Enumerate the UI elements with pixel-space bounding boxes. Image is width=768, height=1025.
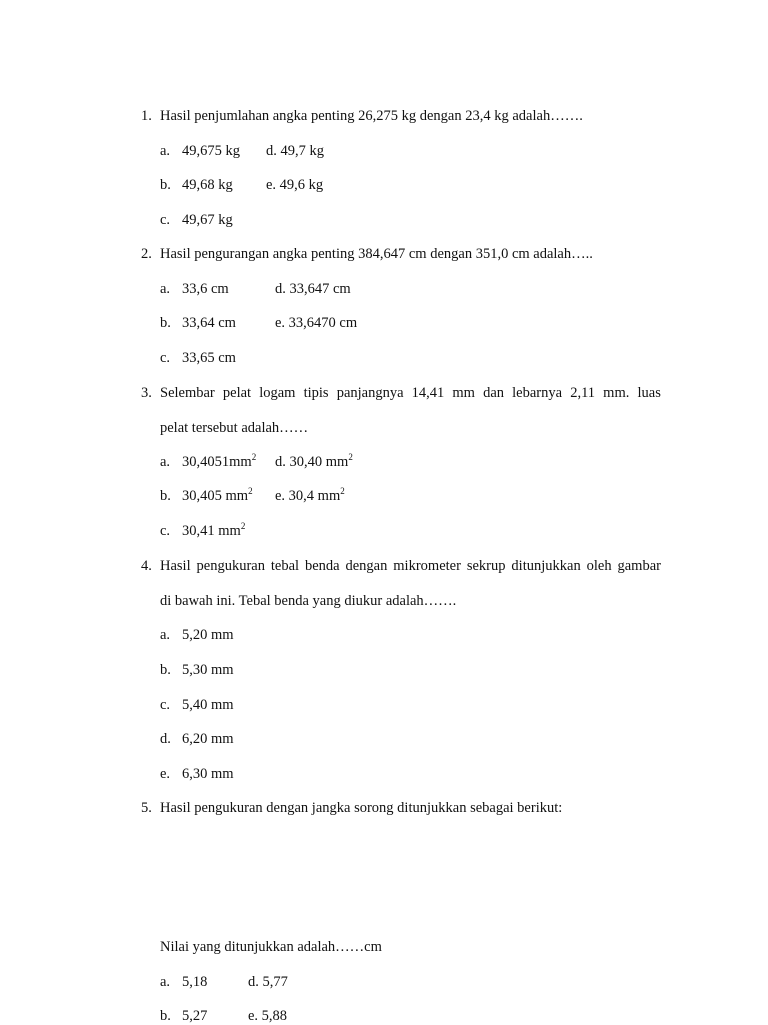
option-letter: a. (160, 627, 171, 643)
superscript: 2 (340, 486, 345, 496)
word: Selembar (160, 385, 215, 401)
option-letter: e. (160, 766, 171, 782)
question-text: Hasil pengurangan angka penting 384,647 cm dengan 351,0 cm adalah….. (160, 246, 593, 262)
word: benda (304, 558, 340, 574)
option-letter: c. (160, 523, 171, 539)
option-value: 6,20 mm (182, 731, 234, 747)
option-value: 6,30 mm (182, 766, 234, 782)
question-number: 4. (141, 558, 152, 574)
option-value: $30,4051mm^2$ (182, 452, 257, 470)
word: tipis (303, 385, 329, 401)
option-value: 33,6 cm (182, 281, 229, 297)
question-text-justified (160, 384, 661, 402)
option-letter: c. (160, 212, 171, 228)
option-letter: a. (160, 143, 171, 159)
option-letter: a. (160, 281, 171, 297)
question-text: pelat tersebut adalah…… (160, 420, 309, 436)
superscript: 2 (348, 452, 353, 462)
word: panjangnya (336, 385, 404, 401)
option-value: e. 5,88 (248, 1008, 288, 1024)
option-value: 5,40 mm (182, 697, 234, 713)
word: mikrometer (393, 558, 461, 574)
word: oleh (586, 558, 612, 574)
option-value: d. 30,40 $mm^2$ (275, 452, 353, 470)
word: luas (637, 385, 661, 401)
question-number: 2. (141, 246, 152, 262)
question-text: Hasil penjumlahan angka penting 26,275 kg dengan 23,4 kg adalah……. (160, 108, 583, 124)
option-value: e. 33,6470 cm (275, 315, 358, 331)
question-number: 5. (141, 800, 152, 816)
word: 14,41 (411, 385, 445, 401)
word: mm. (603, 385, 630, 401)
option-letter: d. (160, 731, 171, 747)
word: 2,11 (570, 385, 596, 401)
option-value: e. 30,4 $mm^2$ (275, 486, 345, 504)
word: pengukuran (196, 558, 265, 574)
word: mm (452, 385, 475, 401)
word: gambar (617, 558, 661, 574)
option-letter: b. (160, 315, 171, 331)
option-value: 33,65 cm (182, 350, 236, 366)
option-value: 49,67 kg (182, 212, 233, 228)
option-value: d. 33,647 cm (275, 281, 351, 297)
option-letter: b. (160, 177, 171, 193)
superscript: 2 (240, 521, 246, 531)
word: pelat (222, 385, 252, 401)
question-text: Hasil pengukuran dengan jangka sorong ditunjukkan sebagai berikut: (160, 800, 563, 816)
option-letter: c. (160, 350, 171, 366)
superscript: 2 (248, 486, 253, 496)
word: Hasil (160, 558, 191, 574)
option-letter: a. (160, 454, 171, 470)
option-value: 5,18 (182, 974, 208, 990)
word: dan (483, 385, 505, 401)
option-value: e. 49,6 kg (266, 177, 324, 193)
option-value: 5,30 mm (182, 662, 234, 678)
word: tebal (270, 558, 300, 574)
option-letter: b. (160, 488, 171, 504)
option-letter: c. (160, 697, 171, 713)
option-value: 49,675 kg (182, 143, 240, 159)
option-value: 30,405 $mm^2$ (182, 486, 253, 504)
superscript: 2 (251, 452, 257, 462)
option-letter: b. (160, 1008, 171, 1024)
option-value: d. 5,77 (248, 974, 288, 990)
option-value: 30,41 $mm^2$ (182, 521, 246, 539)
question-followup-text: Nilai yang ditunjukkan adalah……cm (160, 939, 382, 955)
option-value: 33,64 cm (182, 315, 236, 331)
option-value: 49,68 kg (182, 177, 233, 193)
question-text-justified (160, 557, 661, 575)
word: sekrup (466, 558, 506, 574)
option-value: 5,20 mm (182, 627, 234, 643)
word: ditunjukkan (511, 558, 581, 574)
word: dengan (345, 558, 388, 574)
word: lebarnya (512, 385, 563, 401)
question-number: 1. (141, 108, 152, 124)
option-letter: b. (160, 662, 171, 678)
word: logam (259, 385, 296, 401)
question-number: 3. (141, 385, 152, 401)
option-letter: a. (160, 974, 171, 990)
question-text: di bawah ini. Tebal benda yang diukur adalah……. (160, 593, 457, 609)
option-value: 5,27 (182, 1008, 208, 1024)
option-value: d. 49,7 kg (266, 143, 324, 159)
